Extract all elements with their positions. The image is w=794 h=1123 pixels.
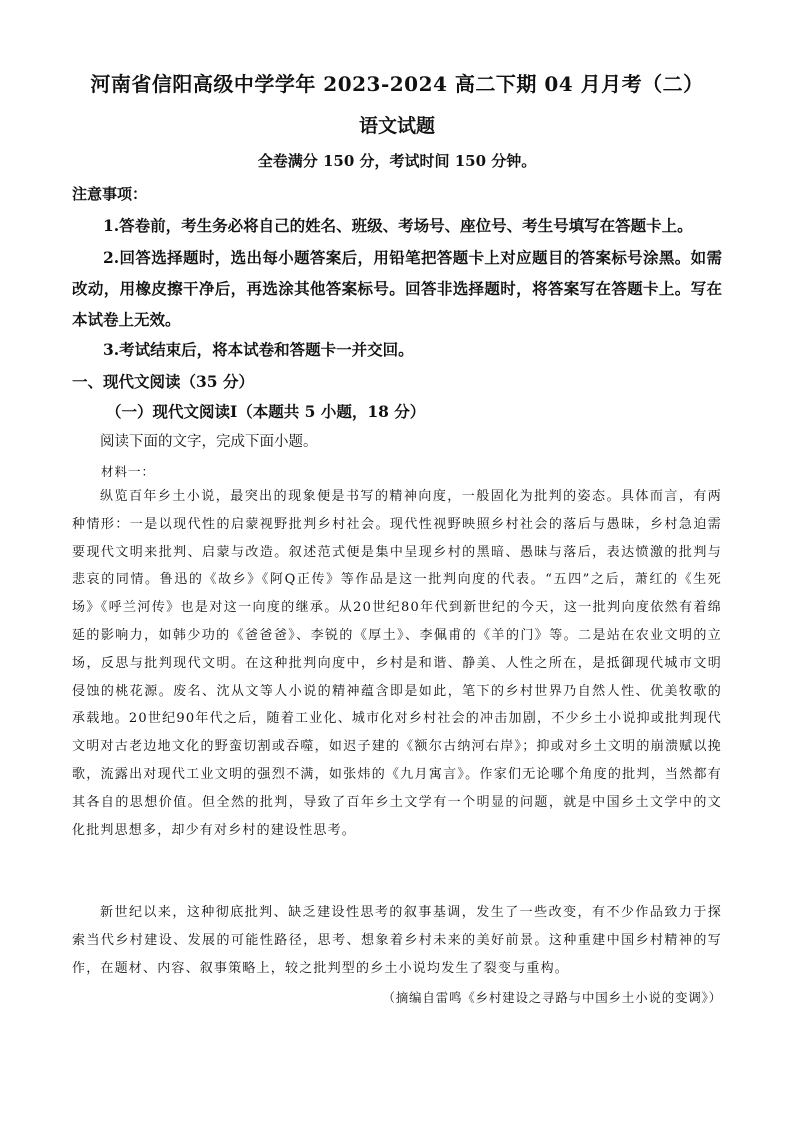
material-paragraph-2: 新世纪以来，这种彻底批判、缺乏建设性思考的叙事基调，发生了一些改变，有不少作品致力于探索当代乡村建设、发展的可能性路径，思考、想象着乡村未来的美好前景。这种重建中国乡村精神的写作，在题材、内容、叙事策略上，较之批判型的乡土小说均发生了裂变与重构。	[72, 905, 722, 976]
reading-instruction: 阅读下面的文字，完成下面小题。	[100, 434, 318, 450]
subject-title: 语文试题	[358, 115, 435, 137]
notice-item-3: 3.考试结束后，将本试卷和答题卡一并交回。	[103, 340, 414, 359]
notice-item-1: 1.答卷前，考生务必将自己的姓名、班级、考场号、座位号、考生号填写在答题卡上。	[103, 216, 693, 235]
material-label: 材料一：	[101, 464, 156, 479]
material-source: （摘编自雷鸣《乡村建设之寻路与中国乡土小说的变调》）	[382, 990, 722, 1005]
notice-label: 注意事项：	[72, 185, 148, 203]
score-time-line: 全卷满分 150 分，考试时间 150 分钟。	[257, 152, 537, 170]
subsection-heading: （一）现代文阅读Ⅰ（本题共 5 小题，18 分）	[106, 402, 426, 421]
exam-title: 河南省信阳高级中学学年 2023-2024 高二下期 04 月月考（二）	[90, 72, 704, 96]
material-paragraph-1: 纵览百年乡土小说，最突出的现象便是书写的精神向度，一般固化为批判的姿态。具体而言，有两种情形：一是以现代性的启蒙视野批判乡村社会。现代性视野映照乡村社会的落后与愚昧，乡村急迫需要现代文明来批判、启蒙与改造。叙述范式便是集中呈现乡村的黑暗、愚昧与落后，表达愤激的批判与悲哀的同情。鲁迅的《故乡》《阿Q正传》等作品是这一批判向度的代表。“五四”之后，萧红的《生死场》《呼兰河传》也是对这一向度的继承。从20世纪80年代到新世纪的今天，这一批判向度依然有着绵延的影响力，如韩少功的《爸爸爸》、李锐的《厚土》、李佩甫的《羊的门》等。二是站在农业文明的立场，反思与批判现代文明。在这种批判向度中，乡村是和谐、静美、人性之所在，是抵御现代城市文明侵蚀的桃花源。废名、沈从文等人小说的精神蕴含即是如此，笔下的乡村世界乃自然人性、优美牧歌的承载地。20世纪90年代之后，随着工业化、城市化对乡村社会的冲击加剧，不少乡土小说抑或批判现代文明对古老边地文化的野蛮切割或吞噬，如迟子建的《额尔古纳河右岸》；抑或对乡土文明的崩溃赋以挽歌，流露出对现代工业文明的强烈不满，如张炜的《九月寓言》。作家们无论哪个角度的批判，当然都有其各自的思想价值。但全然的批判，导致了百年乡土文学有一个明显的问题，就是中国乡土文学中的文化批判思想多，却少有对乡村的建设性思考。	[72, 489, 722, 838]
notice-item-2: 2.回答选择题时，选出每小题答案后，用铅笔把答题卡上对应题目的答案标号涂黑。如需改动，用橡皮擦干净后，再选涂其他答案标号。回答非选择题时，将答案写在答题卡上。写在本试卷上无效。	[72, 248, 722, 329]
section-heading: 一、现代文阅读（35 分）	[72, 372, 254, 391]
